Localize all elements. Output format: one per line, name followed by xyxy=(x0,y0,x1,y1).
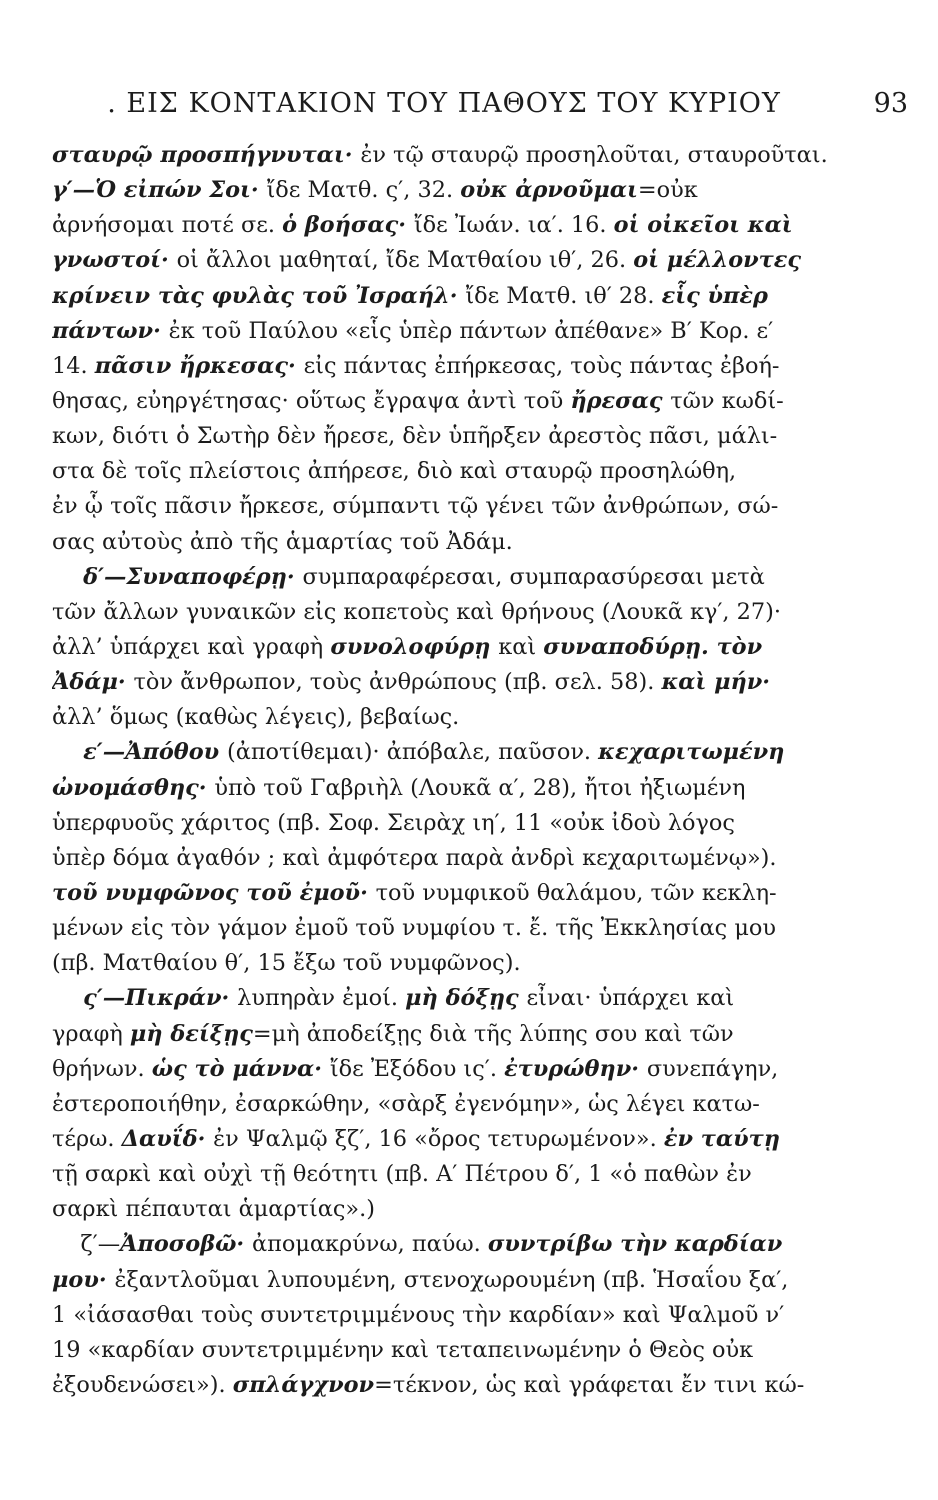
text-line xyxy=(52,700,913,735)
text-line xyxy=(52,1052,913,1087)
lemma-text: ὠνομάσθης· xyxy=(52,774,215,801)
lemma-text: γ′—Ὁ εἰπών Σοι· xyxy=(52,177,267,204)
lemma-text: τοῦ νυμφῶνος τοῦ ἐμοῦ· xyxy=(52,879,376,906)
text-line xyxy=(52,806,913,841)
text-line xyxy=(52,1017,913,1052)
gloss-text: ἴδε Ματθ. ς′, 32. xyxy=(266,177,461,204)
lemma-text: καὶ μήν· xyxy=(661,669,771,696)
text-line xyxy=(52,1227,913,1262)
gloss-text: ὑπὸ τοῦ Γαβριὴλ (Λουκᾶ α′, 28), ἤτοι ἠξιωμένη xyxy=(214,774,746,801)
gloss-text: ἐστεροποιήθην, ἐσαρκώθην, «σὰρξ ἐγενόμην», ὡς λέγει κατω- xyxy=(52,1090,760,1117)
lemma-text: κρίνειν τὰς φυλὰς τοῦ Ἰσραήλ· xyxy=(52,282,466,309)
page-number: 93 xyxy=(873,88,908,119)
running-header xyxy=(60,88,908,138)
gloss-text: μένων εἰς τὸν γάμον ἐμοῦ τοῦ νυμφίου τ. ἔ. τῆς Ἐκκλησίας μου xyxy=(52,915,776,942)
text-line xyxy=(52,349,913,384)
text-line xyxy=(52,1263,913,1298)
lemma-text: ε′—Ἀπόθου xyxy=(52,739,227,766)
lemma-text: σταυρῷ προσπήγνυται· xyxy=(52,142,361,168)
gloss-text: ἴδε Ἐξόδου ις′. xyxy=(329,1055,505,1082)
lemma-text: οἱ οἰκεῖοι καὶ xyxy=(613,212,793,239)
lemma-text: εἷς ὑπὲρ xyxy=(661,282,768,309)
lemma-text: ἐν ταύτῃ xyxy=(663,1125,780,1152)
text-line xyxy=(52,454,913,489)
gloss-text: =οὐκ xyxy=(637,177,698,204)
text-line xyxy=(52,1333,913,1368)
text-line xyxy=(52,560,913,595)
gloss-text: συμπαραφέρεσαι, συμπαρασύρεσαι μετὰ xyxy=(302,563,765,590)
gloss-text: ἐκ τοῦ Παύλου «εἷς ὑπὲρ πάντων ἀπέθανε» Β′ Κορ. ε′ xyxy=(168,317,774,344)
lemma-text: οὐκ ἀρνοῦμαι xyxy=(460,177,638,204)
gloss-text: 1 «ἰάσασθαι τοὺς συντετριμμένους τὴν καρδίαν» καὶ Ψαλμοῦ ν′ xyxy=(52,1301,785,1328)
text-line xyxy=(52,138,913,173)
text-line xyxy=(52,911,913,946)
gloss-text: εἶναι· ὑπάρχει καὶ xyxy=(526,985,735,1012)
text-line xyxy=(52,1087,913,1122)
lemma-text: σπλάγχνον xyxy=(232,1371,375,1398)
gloss-text: ὑπερφυοῦς χάριτος (πβ. Σοφ. Σειρὰχ ιη′, 11 «οὐκ ἰδοὺ λόγος xyxy=(52,809,735,836)
lemma-text: οἱ μέλλοντες xyxy=(633,247,801,274)
gloss-text: ἀρνήσομαι ποτέ σε. xyxy=(52,212,283,239)
text-line xyxy=(52,981,913,1016)
lemma-text: μὴ δείξῃς xyxy=(129,1020,253,1047)
lemma-text: μὴ δόξῃς xyxy=(405,985,527,1012)
gloss-text: σαρκὶ πέπαυται ἁμαρτίας».) xyxy=(52,1196,375,1223)
lemma-text: ὁ βοήσας· xyxy=(282,212,414,239)
gloss-text: ἀπομακρύνω, παύω. xyxy=(252,1231,488,1258)
lemma-text: πᾶσιν ἤρκεσας· xyxy=(94,352,304,379)
gloss-text: εἰς πάντας ἐπήρκεσας, τοὺς πάντας ἐβοή- xyxy=(303,352,780,379)
text-line xyxy=(52,208,913,243)
lemma-text: ἤρεσας xyxy=(570,387,671,414)
lemma-text: ἐτυρώθην· xyxy=(504,1055,647,1082)
gloss-text: ζ′— xyxy=(52,1231,121,1258)
gloss-text: τῶν ἄλλων γυναικῶν εἰς κοπετοὺς καὶ θρήνους (Λουκᾶ κγ′, 27)· xyxy=(52,598,782,625)
text-line xyxy=(52,876,913,911)
gloss-text: ἐξουδενώσει»). xyxy=(52,1371,233,1398)
lemma-text: συναποδύρῃ. τὸν xyxy=(543,633,763,660)
text-line xyxy=(52,1298,913,1333)
lemma-text: Ἀποσοβῶ· xyxy=(120,1231,253,1258)
gloss-text: ὑπὲρ δόμα ἀγαθόν ; καὶ ἀμφότερα παρὰ ἀνδρὶ κεχαριτωμένῳ»). xyxy=(52,844,777,871)
gloss-text: ἀλλ’ ὅμως (καθὼς λέγεις), βεβαίως. xyxy=(52,704,460,731)
gloss-text: τῶν κωδί- xyxy=(670,387,784,414)
gloss-text: στα δὲ τοῖς πλείστοις ἀπήρεσε, διὸ καὶ σταυρῷ προσηλώθη, xyxy=(52,458,737,485)
text-line xyxy=(52,665,913,700)
gloss-text: ἐν Ψαλμῷ ξζ′, 16 «ὄρος τετυρωμένον». xyxy=(213,1125,664,1152)
lemma-text: κεχαριτωμένη xyxy=(598,739,785,766)
gloss-text: θησας, εὐηργέτησας· οὕτως ἔγραψα ἀντὶ τοῦ xyxy=(52,387,571,414)
gloss-text: ἐν τῷ σταυρῷ προσηλοῦται, σταυροῦται. xyxy=(360,142,828,168)
gloss-text: τῇ σαρκὶ καὶ οὐχὶ τῇ θεότητι (πβ. Α′ Πέτρου δ′, 1 «ὁ παθὼν ἐν xyxy=(52,1161,752,1188)
gloss-text: (πβ. Ματθαίου θ′, 15 ἔξω τοῦ νυμφῶνος). xyxy=(52,950,521,977)
gloss-text: τοῦ νυμφικοῦ θαλάμου, τῶν κεκλη- xyxy=(375,879,777,906)
gloss-text: ἴδε Ματθ. ιθ′ 28. xyxy=(465,282,662,309)
text-line xyxy=(52,1192,913,1227)
lemma-text: ὡς τὸ μάννα· xyxy=(151,1055,330,1082)
lemma-text: μου· xyxy=(52,1266,115,1293)
gloss-text: θρήνων. xyxy=(52,1055,152,1082)
text-line xyxy=(52,489,913,524)
gloss-text: 14. xyxy=(52,352,95,379)
lemma-text: ς′—Πικράν· xyxy=(52,985,238,1012)
gloss-text: λυπηρὰν ἐμοί. xyxy=(237,985,406,1012)
text-line xyxy=(52,735,913,770)
commentary-text xyxy=(52,138,913,1403)
text-line xyxy=(52,1122,913,1157)
text-line xyxy=(52,946,913,981)
gloss-text: κων, διότι ὁ Σωτὴρ δὲν ἤρεσε, δὲν ὑπῆρξεν ἀρεστὸς πᾶσι, μάλι- xyxy=(52,423,778,450)
gloss-text: καὶ xyxy=(498,633,544,660)
lemma-text: Ἀδάμ· xyxy=(52,669,134,696)
gloss-text: =τέκνον, ὡς καὶ γράφεται ἔν τινι κώ- xyxy=(374,1371,805,1398)
running-title: . ΕΙΣ ΚΟΝΤΑΚΙΟΝ ΤΟΥ ΠΑΘΟΥΣ ΤΟΥ ΚΥΡΙΟΥ xyxy=(107,88,781,119)
gloss-text: ἐν ᾧ τοῖς πᾶσιν ἤρκεσε, σύμπαντι τῷ γένει τῶν ἀνθρώπων, σώ- xyxy=(52,493,779,520)
text-line xyxy=(52,314,913,349)
gloss-text: ἐξαντλοῦμαι λυπουμένη, στενοχωρουμένη (πβ. Ἡσαΐου ξα′, xyxy=(114,1266,789,1293)
lemma-text: πάντων· xyxy=(52,317,169,344)
text-line xyxy=(52,771,913,806)
gloss-text: τέρω. xyxy=(52,1125,122,1152)
lemma-text: συντρίβω τὴν καρδίαν xyxy=(487,1231,783,1258)
gloss-text: ἴδε Ἰωάν. ια′. 16. xyxy=(413,212,614,239)
text-line xyxy=(52,384,913,419)
gloss-text: 19 «καρδίαν συντετριμμένην καὶ τεταπεινωμένην ὁ Θεὸς οὐκ xyxy=(52,1336,754,1363)
lemma-text: γνωστοί· xyxy=(52,247,177,274)
text-line xyxy=(52,173,913,208)
lemma-text: Δαυΐδ· xyxy=(121,1125,214,1152)
text-line xyxy=(52,525,913,560)
text-line xyxy=(52,279,913,314)
gloss-text: ἀλλ’ ὑπάρχει καὶ γραφὴ xyxy=(52,633,331,660)
lemma-text: δ′—Συναποφέρῃ· xyxy=(52,563,303,590)
text-line xyxy=(52,1157,913,1192)
lemma-text: συνολοφύρῃ xyxy=(330,633,499,660)
text-line xyxy=(52,243,913,278)
gloss-text: συνεπάγην, xyxy=(646,1055,779,1082)
gloss-text: =μὴ ἀποδείξῃς διὰ τῆς λύπης σου καὶ τῶν xyxy=(252,1020,734,1047)
text-line xyxy=(52,595,913,630)
text-line xyxy=(52,1368,913,1403)
gloss-text: οἱ ἄλλοι μαθηταί, ἴδε Ματθαίου ιθ′, 26. xyxy=(176,247,634,274)
gloss-text: σας αὐτοὺς ἀπὸ τῆς ἁμαρτίας τοῦ Ἀδάμ. xyxy=(52,528,513,555)
text-line xyxy=(52,841,913,876)
text-line xyxy=(52,630,913,665)
gloss-text: τὸν ἄνθρωπον, τοὺς ἀνθρώπους (πβ. σελ. 58). xyxy=(133,669,662,696)
gloss-text: (ἀποτίθεμαι)· ἀπόβαλε, παῦσον. xyxy=(226,739,599,766)
gloss-text: γραφὴ xyxy=(52,1020,130,1047)
text-line xyxy=(52,419,913,454)
